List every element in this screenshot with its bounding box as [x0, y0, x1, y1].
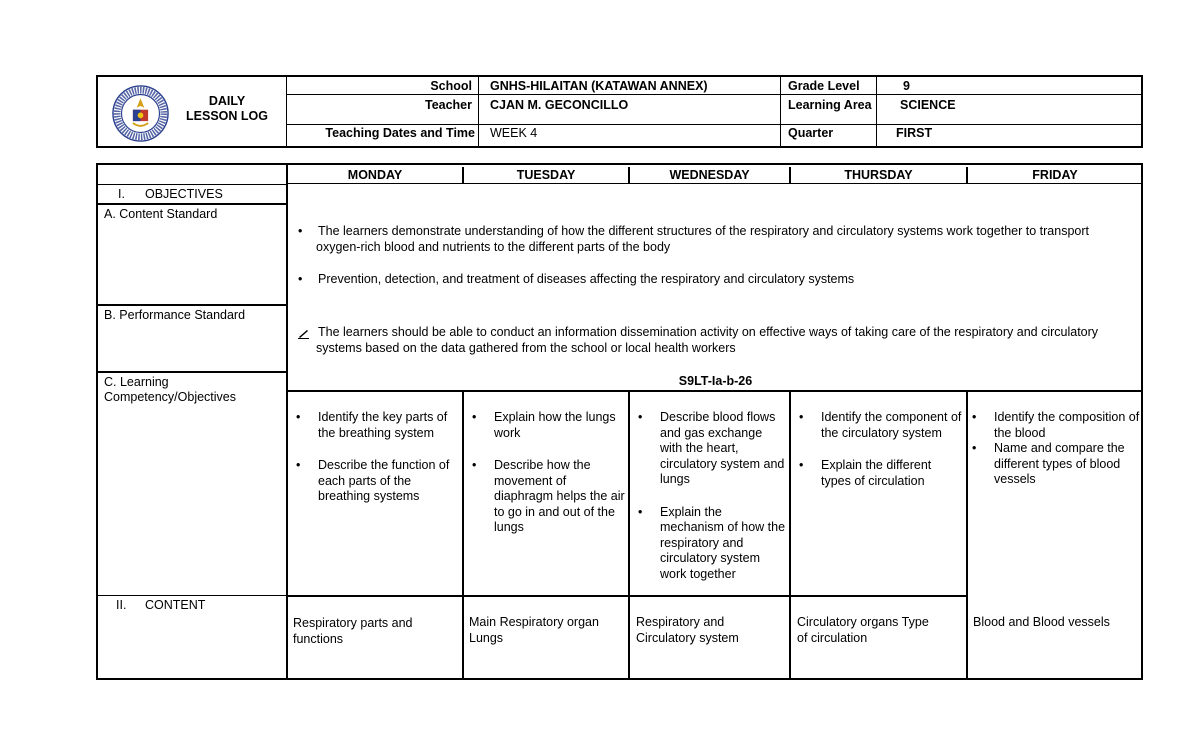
- bullet-icon: •: [638, 504, 643, 519]
- page-title: DAILY LESSON LOG: [186, 94, 268, 123]
- day-header-tuesday: TUESDAY: [516, 168, 576, 182]
- pencil-bullet-icon: [298, 328, 309, 339]
- content-standard-list: [298, 224, 1133, 288]
- bullet-icon: •: [799, 458, 804, 472]
- quarter-value: FIRST: [896, 126, 933, 140]
- list-item: • Explain the mechanism of how the respiratory and circulatory system work together: [638, 504, 786, 581]
- competency-code: S9LT-Ia-b-26: [678, 374, 753, 388]
- objectives-grid-bottom: [286, 595, 966, 597]
- bullet-icon: •: [472, 458, 477, 472]
- performance-standard-text: The learners should be able to conduct an information dissemination activity on effective ways of taking care of the respiratory and circulatory systems based on the data gathered from the school or local health workers: [298, 325, 1133, 356]
- deped-seal-icon: [112, 85, 169, 142]
- header-divider: [780, 75, 781, 148]
- objectives-thursday: [799, 410, 964, 489]
- objectives-grid-top: [286, 390, 1143, 392]
- bullet-icon: •: [296, 410, 301, 424]
- list-item: • Prevention, detection, and treatment of diseases affecting the respiratory and circulatory systems: [298, 272, 855, 286]
- learning-area-value: SCIENCE: [900, 98, 956, 112]
- content-number: II.: [116, 598, 127, 612]
- grade-level-value: 9: [903, 79, 910, 93]
- list-item: • Name and compare the different types of blood vessels: [972, 441, 1125, 486]
- bullet-icon: •: [799, 410, 804, 424]
- bullet-icon: •: [298, 224, 303, 238]
- school-label: School: [430, 79, 472, 93]
- header-row-divider: [286, 94, 1143, 95]
- content-label: CONTENT: [145, 598, 206, 612]
- learning-area-label: Learning Area: [788, 98, 872, 112]
- objectives-monday: [296, 410, 458, 505]
- content-thursday: Circulatory organs Type of circulation: [797, 615, 929, 645]
- list-item: • Identify the composition of the blood: [972, 410, 1140, 440]
- objectives-wednesday: [638, 410, 786, 582]
- header-divider: [876, 75, 877, 148]
- bullet-icon: •: [972, 441, 977, 455]
- bullet-icon: •: [638, 410, 643, 424]
- content-standard-label: A. Content Standard: [104, 207, 218, 221]
- header-divider: [286, 75, 287, 148]
- list-item: • The learners demonstrate understanding of how the different structures of the respiratory and circulatory systems work together to transport oxygen-rich blood and nutrients to the different parts of the body: [298, 224, 1089, 254]
- list-item: • Identify the component of the circulatory system: [799, 410, 962, 440]
- quarter-label: Quarter: [788, 126, 834, 140]
- bullet-icon: •: [298, 272, 303, 286]
- objectives-number: I.: [118, 187, 125, 201]
- list-item: • Describe blood flows and gas exchange with the heart, circulatory system and lungs: [638, 410, 785, 486]
- header-divider: [478, 75, 479, 148]
- school-value: GNHS-HILAITAN (KATAWAN ANNEX): [490, 79, 708, 93]
- teaching-dates-value: WEEK 4: [490, 126, 538, 140]
- content-tuesday: Main Respiratory organ Lungs: [469, 615, 599, 645]
- list-item: • Explain how the lungs work: [472, 410, 616, 440]
- day-header-thursday: THURSDAY: [844, 168, 913, 182]
- teaching-dates-label: Teaching Dates and Time: [325, 126, 475, 140]
- list-item: • Describe how the movement of diaphragm helps the air to go in and out of the lungs: [472, 458, 625, 534]
- teacher-label: Teacher: [424, 98, 472, 112]
- objectives-label: OBJECTIVES: [145, 187, 223, 201]
- objectives-friday: [972, 410, 1140, 488]
- content-wednesday: Respiratory and Circulatory system: [636, 615, 739, 645]
- header-row-divider: [286, 124, 1143, 125]
- objectives-tuesday: [472, 410, 628, 536]
- grade-level-label: Grade Level: [788, 79, 860, 93]
- label-column-divider: [286, 163, 288, 680]
- learning-competency-label: C. Learning Competency/Objectives: [104, 375, 237, 404]
- bullet-icon: •: [972, 410, 977, 424]
- list-item: • Explain the different types of circulation: [799, 458, 932, 488]
- teacher-value: CJAN M. GECONCILLO: [490, 98, 629, 112]
- content-friday: Blood and Blood vessels: [973, 615, 1110, 629]
- bullet-icon: •: [296, 458, 301, 472]
- day-header-wednesday: WEDNESDAY: [669, 168, 750, 182]
- day-header-friday: FRIDAY: [1032, 168, 1078, 182]
- day-header-divider: [286, 183, 1143, 184]
- content-monday: Respiratory parts and functions: [293, 616, 413, 646]
- bullet-icon: •: [472, 410, 477, 424]
- list-item: • Describe the function of each parts of the breathing systems: [296, 458, 450, 503]
- list-item: • Identify the key parts of the breathing system: [296, 410, 448, 440]
- performance-standard-label: B. Performance Standard: [104, 308, 246, 322]
- day-header-monday: MONDAY: [347, 168, 403, 182]
